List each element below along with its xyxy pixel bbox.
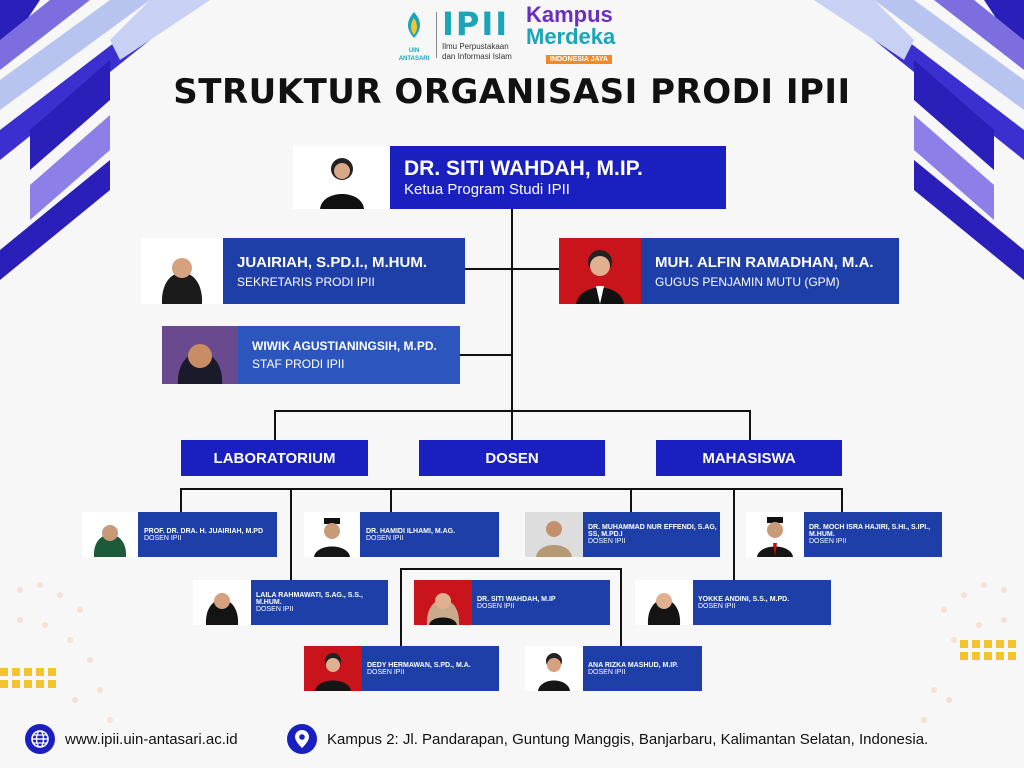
connector-line xyxy=(180,488,843,490)
lecturer-name: DR. HAMIDI ILHAMI, M.AG. xyxy=(366,527,456,535)
lecturer-info xyxy=(583,646,702,691)
lecturer-photo xyxy=(746,512,804,557)
person-icon xyxy=(310,513,354,557)
staff-photo xyxy=(162,326,238,384)
lecturer-card xyxy=(635,580,831,625)
lecturer-photo xyxy=(304,646,362,691)
lecturer-name: ANA RIZKA MASHUD, M.IP. xyxy=(588,661,678,669)
gpm-photo xyxy=(559,238,641,304)
lecturer-name: DR. SITI WAHDAH, M.IP xyxy=(477,595,556,603)
lecturer-info xyxy=(251,580,388,625)
staff-name: WIWIK AGUSTIANINGSIH, M.PD. xyxy=(252,339,437,353)
connector-line xyxy=(630,488,632,512)
lecturer-role: DOSEN IPII xyxy=(477,602,515,610)
staff-card xyxy=(162,326,460,384)
connector-line xyxy=(274,410,751,412)
person-icon xyxy=(172,328,228,384)
person-icon xyxy=(642,581,686,625)
lecturer-card xyxy=(525,646,702,691)
lecturer-name: YOKKE ANDINI, S.S., M.PD. xyxy=(698,595,790,603)
connector-line xyxy=(290,488,292,580)
person-icon xyxy=(152,242,212,304)
kampus-logo-tagline: INDONESIA JAYA xyxy=(546,55,612,64)
lecturer-info xyxy=(472,580,610,625)
lecturer-name: PROF. DR. DRA. H. JUAIRIAH, M.PD xyxy=(144,527,264,535)
ipii-subtitle-1: Ilmu Perpustakaan xyxy=(442,42,509,51)
lecturer-card xyxy=(746,512,942,557)
lecturer-info xyxy=(583,512,720,557)
connector-line xyxy=(400,568,622,570)
gpm-card xyxy=(559,238,899,304)
lecturer-photo xyxy=(82,512,138,557)
person-icon xyxy=(532,647,576,691)
person-icon xyxy=(570,242,630,304)
secretary-card xyxy=(141,238,465,304)
secretary-role: SEKRETARIS PRODI IPII xyxy=(237,274,375,289)
lecturer-name: DR. MUHAMMAD NUR EFFENDI, S.AG, SS, M.PD.I xyxy=(588,524,717,538)
lecturer-card xyxy=(414,580,610,625)
head-info xyxy=(390,146,726,209)
connector-line xyxy=(749,410,751,440)
uin-logo-text: UIN ANTASARI xyxy=(398,48,430,62)
staff-role: STAF PRODI IPII xyxy=(252,357,345,371)
globe-icon xyxy=(25,724,55,754)
connector-line xyxy=(390,488,392,512)
unit-mahasiswa: MAHASISWA xyxy=(656,440,842,476)
lecturer-card xyxy=(304,512,499,557)
lecturer-role: DOSEN IPII xyxy=(256,606,294,613)
website-link[interactable]: www.ipii.uin-antasari.ac.id xyxy=(65,730,238,748)
unit-dosen: DOSEN xyxy=(419,440,605,476)
ipii-logo xyxy=(442,6,522,64)
head-card xyxy=(293,146,726,209)
lecturer-role: DOSEN IPII xyxy=(809,538,847,545)
head-photo xyxy=(293,146,390,209)
lecturer-role: DOSEN IPII xyxy=(588,668,626,676)
location-pin-icon xyxy=(287,724,317,754)
person-icon xyxy=(311,647,355,691)
kampus-merdeka-logo xyxy=(526,4,636,64)
staff-info xyxy=(238,326,460,384)
kampus-logo-line1: Kampus xyxy=(526,2,613,27)
person-icon xyxy=(421,581,465,625)
lecturer-card xyxy=(525,512,720,557)
secretary-name: JUAIRIAH, S.PD.I., M.HUM. xyxy=(237,253,428,271)
logo-divider xyxy=(436,12,437,58)
person-icon xyxy=(200,581,244,625)
lecturer-info xyxy=(138,512,277,557)
page-title: STRUKTUR ORGANISASI PRODI IPII xyxy=(173,72,851,112)
lecturer-role: DOSEN IPII xyxy=(144,534,182,542)
lecturer-photo xyxy=(525,512,583,557)
lecturer-card xyxy=(304,646,499,691)
address-text: Kampus 2: Jl. Pandarapan, Guntung Manggis, Banjarbaru, Kalimantan Selatan, Indonesia. xyxy=(327,730,929,748)
person-icon xyxy=(88,513,132,557)
person-icon xyxy=(753,513,797,557)
lecturer-role: DOSEN IPII xyxy=(367,668,405,676)
connector-line xyxy=(400,568,402,646)
gpm-role: GUGUS PENJAMIN MUTU (GPM) xyxy=(655,274,840,289)
lecturer-photo xyxy=(193,580,251,625)
secretary-info xyxy=(223,238,465,304)
ipii-subtitle-2: dan Informasi Islam xyxy=(442,52,512,61)
connector-line xyxy=(464,268,559,270)
uin-emblem-icon xyxy=(399,10,429,42)
person-icon xyxy=(532,513,576,557)
connector-line xyxy=(460,354,512,356)
lecturer-name: DEDY HERMAWAN, S.PD., M.A. xyxy=(367,661,471,669)
lecturer-name: DR. MOCH ISRA HAJIRI, S.HI., S.IPI., M.HUM. xyxy=(809,524,931,538)
lecturer-role: DOSEN IPII xyxy=(698,602,736,610)
lecturer-photo xyxy=(414,580,472,625)
person-icon xyxy=(312,149,372,209)
connector-line xyxy=(733,488,735,580)
gpm-info xyxy=(641,238,899,304)
footer-website[interactable] xyxy=(25,724,238,754)
footer-address xyxy=(287,724,928,754)
ipii-logo-text: IPII xyxy=(442,5,510,43)
lecturer-card xyxy=(82,512,277,557)
lecturer-photo xyxy=(525,646,583,691)
lecturer-info xyxy=(804,512,942,557)
lecturer-name: LAILA RAHMAWATI, S.AG., S.S., M.HUM. xyxy=(256,592,363,606)
connector-line xyxy=(511,208,513,460)
kampus-logo-line2: Merdeka xyxy=(526,24,616,49)
lecturer-card xyxy=(193,580,388,625)
lecturer-role: DOSEN IPII xyxy=(588,538,626,545)
connector-line xyxy=(180,488,182,512)
connector-line xyxy=(620,568,622,646)
uin-logo xyxy=(396,10,432,62)
head-role: Ketua Program Studi IPII xyxy=(404,181,570,198)
lecturer-info xyxy=(360,512,499,557)
lecturer-photo xyxy=(304,512,360,557)
connector-line xyxy=(274,410,276,440)
lecturer-info xyxy=(693,580,831,625)
unit-laboratorium: LABORATORIUM xyxy=(181,440,368,476)
connector-line xyxy=(841,488,843,512)
gpm-name: MUH. ALFIN RAMADHAN, M.A. xyxy=(655,253,874,271)
secretary-photo xyxy=(141,238,223,304)
lecturer-role: DOSEN IPII xyxy=(366,534,404,542)
lecturer-photo xyxy=(635,580,693,625)
head-name: DR. SITI WAHDAH, M.IP. xyxy=(404,157,643,180)
lecturer-info xyxy=(362,646,499,691)
